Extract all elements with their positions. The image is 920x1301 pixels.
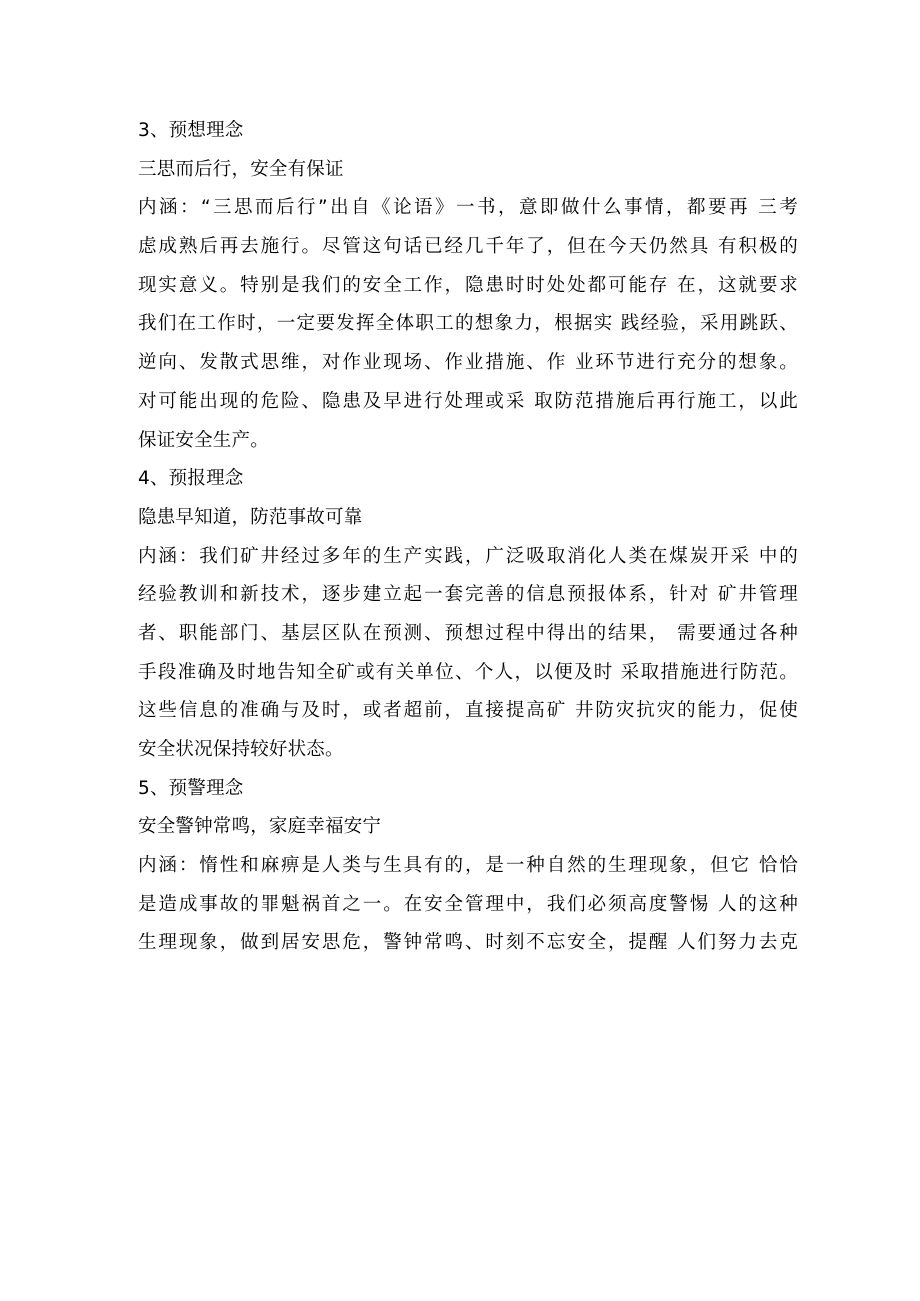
section-heading-4: 4、预报理念: [138, 468, 244, 490]
paragraph-line: 是造成事故的罪魁祸首之一。在安全管理中，我们必须高度警惕 人的这种: [138, 893, 798, 915]
section-heading-3: 3、预想理念: [138, 120, 244, 141]
section-slogan-3: 三思而后行，安全有保证: [138, 158, 344, 180]
document-body: [138, 112, 798, 963]
paragraph-line: 这些信息的准确与及时，或者超前，直接提高矿 井防灾抗灾的能力，促使: [138, 700, 798, 722]
paragraph-line: 生理现象，做到居安思危，警钟常鸣、时刻不忘安全，提醒 人们努力去克: [138, 932, 798, 954]
paragraph-line: 内涵：惰性和麻痹是人类与生具有的，是一种自然的生理现象，但它 恰恰: [138, 855, 798, 877]
paragraph-line: 现实意义。特别是我们的安全工作，隐患时时处处都可能存 在，这就要求: [138, 274, 798, 296]
paragraph-line: 内涵：我们矿井经过多年的生产实践，广泛吸取消化人类在煤炭开采 中的: [138, 545, 798, 567]
paragraph-line: 经验教训和新技术，逐步建立起一套完善的信息预报体系，针对 矿井管理: [138, 584, 798, 606]
paragraph-line: 手段准确及时地告知全矿或有关单位、个人，以便及时 采取措施进行防范。: [138, 661, 798, 683]
paragraph-line: 对可能出现的危险、隐患及早进行处理或采 取防范措施后再行施工，以此: [138, 390, 798, 412]
section-slogan-5: 安全警钟常鸣，家庭幸福安宁: [138, 816, 382, 838]
paragraph-line: 逆向、发散式思维，对作业现场、作业措施、作 业环节进行充分的想象。: [138, 352, 798, 374]
paragraph-line: 内涵：“三思而后行”出自《论语》一书，意即做什么事情，都要再 三考: [138, 197, 798, 219]
paragraph-line: 保证安全生产。: [138, 429, 269, 451]
paragraph-line: 安全状况保持较好状态。: [138, 739, 344, 760]
paragraph-line: 者、职能部门、基层区队在预测、预想过程中得出的结果， 需要通过各种: [138, 622, 798, 644]
paragraph-line: 虑成熟后再去施行。尽管这句话已经几千年了，但在今天仍然具 有积极的: [138, 236, 798, 258]
paragraph-line: 我们在工作时，一定要发挥全体职工的想象力，根据实 践经验，采用跳跃、: [138, 313, 798, 335]
section-slogan-4: 隐患早知道，防范事故可靠: [138, 506, 363, 528]
section-heading-5: 5、预警理念: [138, 777, 244, 799]
